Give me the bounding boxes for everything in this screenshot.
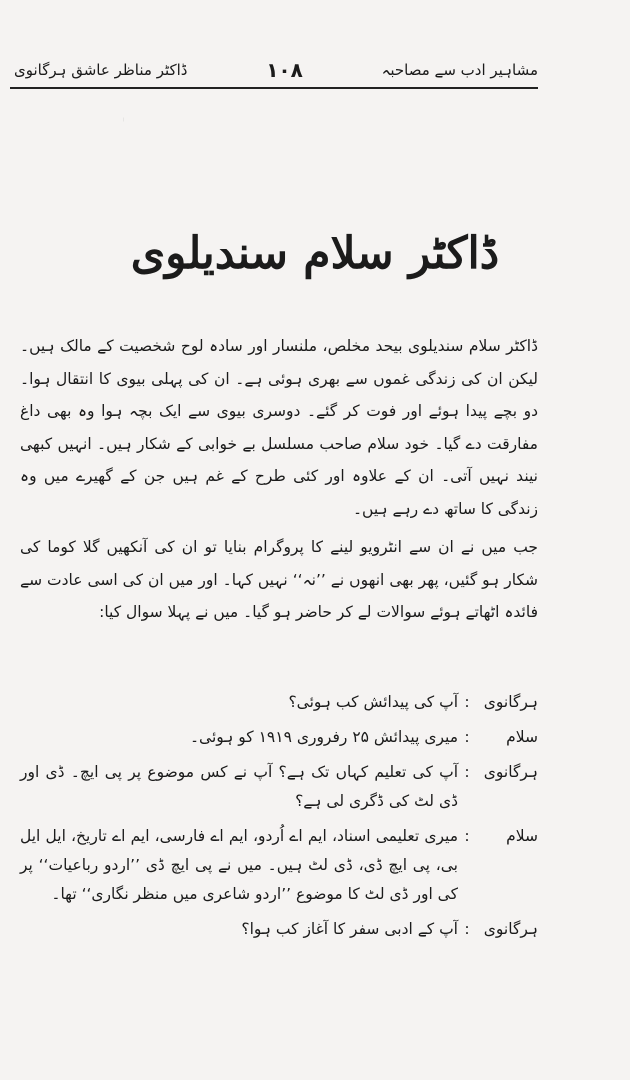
interview-row [20, 688, 538, 717]
interview-text: آپ کی تعلیم کہاں تک ہے؟ آپ نے کس موضوع پر پی ایچ۔ ڈی اور ڈی لٹ کی ڈگری لی ہے؟ [20, 763, 458, 810]
running-header [14, 52, 538, 88]
intro-text [20, 330, 538, 629]
interview-text: آپ کے ادبی سفر کا آغاز کب ہوا؟ [241, 920, 458, 938]
interview-text: میری تعلیمی اسناد، ایم اے اُردو، ایم اے فارسی، ایم اے تاریخ، ایل ایل بی، پی ایچ ڈی، ڈی لٹ ہیں۔ میں نے پی ایچ ڈی ’’اردو رباعیات‘‘ پر کی اور ڈی لٹ کا موضوع ’’اردو شاعری میں منظر نگاری‘‘ تھا۔ [20, 827, 458, 903]
interview-row [20, 822, 538, 909]
header-author-name: ڈاکٹر مناظر عاشق ہرگانوی [14, 61, 188, 79]
interview-row [20, 915, 538, 944]
speaker-colon: : [464, 728, 470, 746]
interview-section [20, 688, 538, 950]
speaker-colon: : [464, 763, 470, 781]
header-book-title: مشاہیر ادب سے مصاحبہ [381, 61, 538, 79]
speaker-name: ہرگانوی [483, 920, 538, 938]
speaker-name: ہرگانوی [483, 693, 538, 711]
chapter-title: ڈاکٹر سلام سندیلوی [130, 228, 500, 279]
speaker-name: سلام [506, 728, 538, 746]
paragraph-1: ڈاکٹر سلام سندیلوی بیحد مخلص، ملنسار اور سادہ لوح شخصیت کے مالک ہیں۔ لیکن ان کی زندگی غموں سے بھری ہوئی ہے۔ ان کی پہلی بیوی کا انتقال ہوا۔ دو بچے پیدا ہوئے اور فوت کر گئے۔ دوسری بیوی سے ایک بچہ ہوا وہ بھی داغ مفارقت دے گیا۔ خود سلام صاحب مسلسل بے خوابی کے شکار ہیں۔ انہیں کبھی نیند نہیں آتی۔ ان کے علاوہ اور کئی طرح کے غم ہیں جن کے گھیرے میں وہ زندگی کا ساتھ دے رہے ہیں۔ [20, 337, 538, 518]
interview-text: آپ کی پیدائش کب ہوئی؟ [288, 693, 458, 711]
speaker-colon: : [464, 693, 470, 711]
speaker-colon: : [464, 920, 470, 938]
interview-row [20, 758, 538, 816]
page-number: ١٠٨ [266, 58, 303, 82]
speaker-name: سلام [506, 827, 538, 845]
speaker-colon: : [464, 827, 470, 845]
interview-text: میری پیدائش ۲۵ رفروری ۱۹۱۹ کو ہوئی۔ [189, 728, 458, 746]
speaker-name: ہرگانوی [483, 763, 538, 781]
header-rule [10, 87, 538, 89]
interview-row [20, 723, 538, 752]
paragraph-2: جب میں نے ان سے انٹرویو لینے کا پروگرام بنایا تو ان کی آنکھیں گلا کوما کی شکار ہو گئیں، پھر بھی انھوں نے ’’نہ‘‘ نہیں کہا۔ اور میں ان کی اسی عادت سے فائدہ اٹھاتے ہوئے سوالات لے کر حاضر ہو گیا۔ میں نے پہلا سوال کیا: [20, 538, 538, 621]
